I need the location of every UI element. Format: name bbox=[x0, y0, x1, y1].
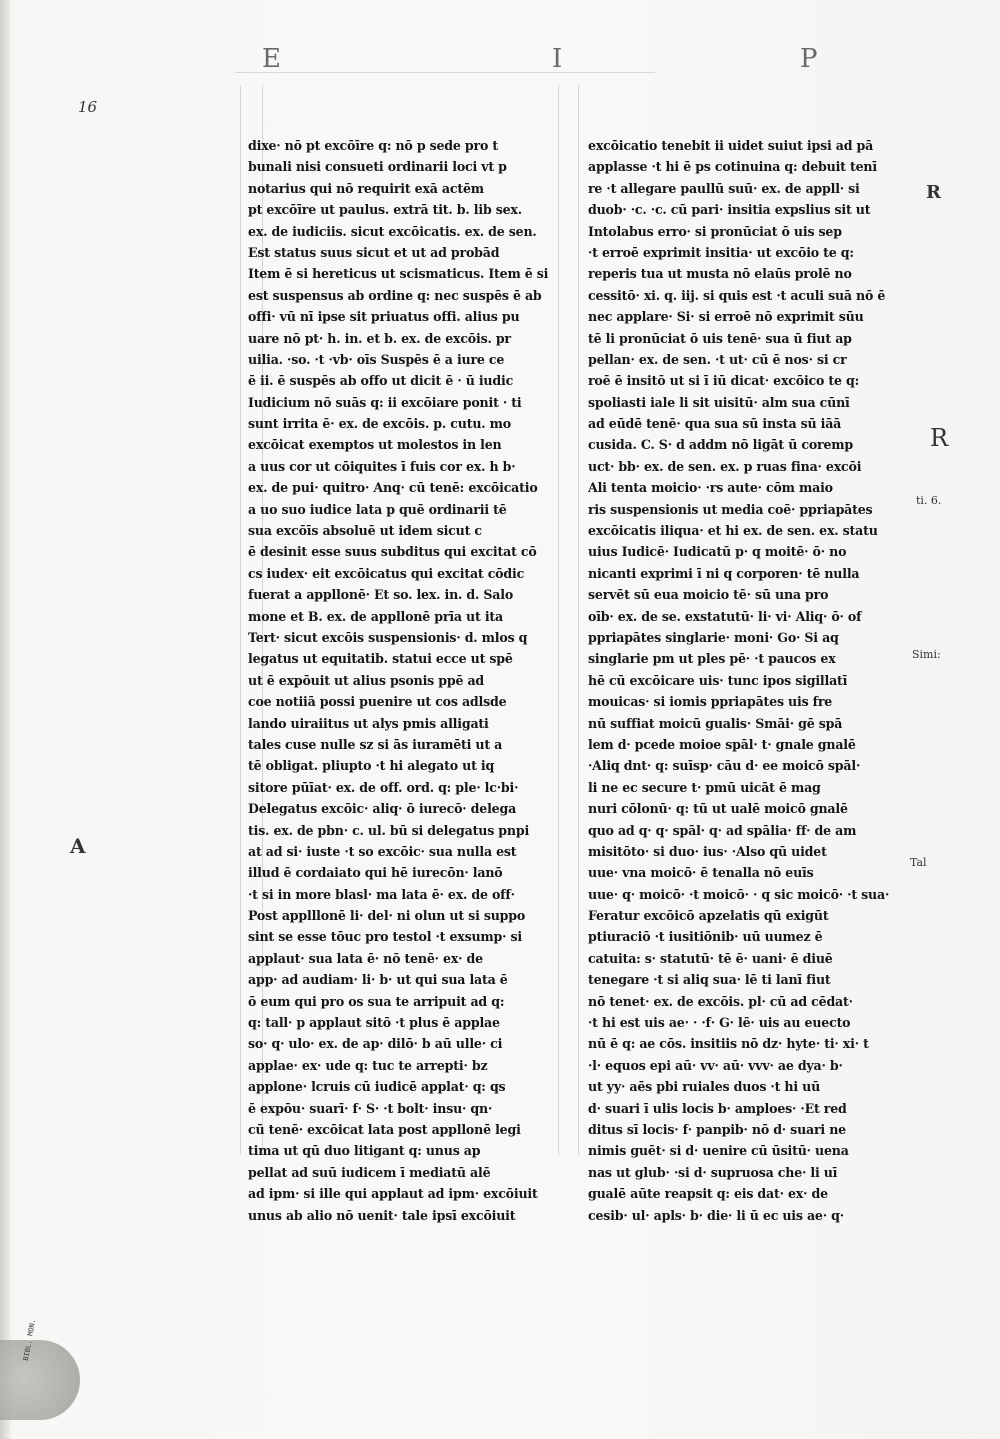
text-line: ris suspensionis ut media coē· ppriapātes bbox=[588, 501, 873, 517]
text-line: uct· bb· ex. de sen. ex. p ruas fina· excōi bbox=[588, 458, 862, 474]
text-line: cessitō· xi. q. iij. si quis est ·t aculi suā nō ē bbox=[588, 287, 886, 303]
text-line: ad ipm· si ille qui applaut ad ipm· excōiuit bbox=[248, 1186, 538, 1202]
text-line: applone· lcruis cū iudicē applat· q: qs bbox=[248, 1079, 506, 1095]
text-line: nuri cōlonū· q: tū ut ualē moicō gnalē bbox=[588, 801, 848, 817]
text-line: est suspensus ab ordine q: nec suspēs ē ab bbox=[248, 287, 542, 303]
text-line: li ne ec secure t· pmū uicāt ē mag bbox=[588, 779, 821, 795]
text-line: Iudicium nō suās q: ii excōiare ponit · ti bbox=[248, 394, 522, 410]
text-line: duob· ·c. ·c. cū pari· insitia expslius sit ut bbox=[588, 202, 871, 218]
text-line: illud ē cordaiato qui hē iurecōn· lanō bbox=[248, 865, 503, 881]
text-line: tima ut qū duo litigant q: unus ap bbox=[248, 1143, 481, 1159]
text-line: ditus sī locis· f· panpib· nō d· suari ne bbox=[588, 1121, 846, 1137]
text-line: hē cū excōicare uis· tunc ipos sigillatī bbox=[588, 672, 848, 688]
text-line: ·t si in more blasl· ma lata ē· ex. de off· bbox=[248, 886, 515, 902]
top-ruling-line bbox=[235, 72, 655, 73]
text-line: nicanti exprimi ī ni q corporen· tē nulla bbox=[588, 565, 860, 581]
text-line: so· q· ulo· ex. de ap· dilō· b aū ulle· ci bbox=[248, 1036, 503, 1052]
text-line: a uo suo iudice lata p quē ordinarii tē bbox=[248, 501, 507, 517]
running-head-center: I bbox=[552, 44, 563, 74]
text-line: pellan· ex. de sen. ·t ut· cū ē nos· si cr bbox=[588, 351, 847, 367]
text-line: tis. ex. de pbn· c. ul. bū si delegatus pnpi bbox=[248, 822, 530, 838]
text-line: a uus cor ut cōiquites ī fuis cor ex. h b· bbox=[248, 458, 516, 474]
text-line: singlarie pm ut ples pē· ·t paucos ex bbox=[588, 651, 836, 667]
text-line: ē ii. ē suspēs ab offo ut dicit ē · ū iudic bbox=[248, 373, 514, 389]
text-line: nū suffiat moicū gualis· Smāi· gē spā bbox=[588, 715, 843, 731]
text-line: Post applllonē li· del· ni olun ut si suppo bbox=[248, 908, 526, 924]
text-line: lando uiraiitus ut alys pmis alligati bbox=[248, 715, 489, 731]
text-line: ō eum qui pro os sua te arripuit ad q: bbox=[248, 993, 505, 1009]
text-line: offi· vū nī ipse sit priuatus offi. alius pu bbox=[248, 309, 520, 325]
text-line: Feratur excōicō apzelatis qū exigūt bbox=[588, 908, 829, 924]
library-stamp-text: BIBL. MON. bbox=[22, 1318, 38, 1362]
text-line: ptiuraciō ·t iusitiōnib· uū uumez ē bbox=[588, 929, 823, 945]
text-line: excōicatis iliqua· et hi ex. de sen. ex. statu bbox=[588, 523, 878, 539]
text-line: nō tenet· ex. de excōis. pl· cū ad cēdat· bbox=[588, 993, 853, 1009]
text-line: tē obligat. pliupto ·t hi alegato ut iq bbox=[248, 758, 495, 774]
text-line: ex. de pui· quitro· Anq· cū tenē: excōicatio bbox=[248, 480, 538, 496]
text-column-right bbox=[588, 135, 908, 1226]
margin-note: Tal bbox=[910, 856, 927, 869]
text-line: sint se esse tōuc pro testol ·t exsump· si bbox=[248, 929, 522, 945]
text-line: sitore pūīat· ex. de off. ord. q: ple· lc·bi· bbox=[248, 779, 519, 795]
text-line: pt excōīre ut paulus. extrā tit. b. lib sex. bbox=[248, 202, 522, 218]
text-line: pellat ad suū iudicem ī mediatū alē bbox=[248, 1164, 491, 1180]
text-line: ·t erroē exprimit insitia· ut excōio te q: bbox=[588, 244, 854, 260]
text-line: roē ē insitō ut si ī iū dicat· excōico te q: bbox=[588, 373, 860, 389]
text-line: applae· ex· ude q: tuc te arrepti· bz bbox=[248, 1057, 488, 1073]
text-line: q: tall· p applaut sitō ·t plus ē applae bbox=[248, 1015, 500, 1031]
running-head-right: P bbox=[800, 44, 818, 74]
text-line: mone et B. ex. de appllonē prīa ut ita bbox=[248, 608, 503, 624]
text-line: applaut· sua lata ē· nō tenē· ex· de bbox=[248, 950, 483, 966]
text-line: reperis tua ut musta nō elaūs prolē no bbox=[588, 266, 852, 282]
text-line: notarius qui nō requirit exā actēm bbox=[248, 180, 484, 196]
text-line: quo ad q· q· spāl· q· ad spālia· ff· de am bbox=[588, 822, 857, 838]
library-stamp bbox=[0, 1340, 80, 1420]
margin-note: Simi: bbox=[912, 648, 941, 661]
text-line: misitōto· si duo· ius· ·Also qū uidet bbox=[588, 843, 827, 859]
text-line: ppriapātes singlarie· moni· Go· Si aq bbox=[588, 629, 839, 645]
text-line: fuerat a appllonē· Et so. lex. in. d. Salo bbox=[248, 587, 514, 603]
text-line: d· suari ī ulis locis b· amploes· ·Et red bbox=[588, 1100, 847, 1116]
ruling-line bbox=[578, 85, 579, 1155]
text-line: coe notiiā possi puenire ut cos adlsde bbox=[248, 694, 507, 710]
text-line: cesib· ul· apls· b· die· li ū ec uis ae· q· bbox=[588, 1207, 844, 1223]
text-line: Ali tenta moicio· ·rs aute· cōm maio bbox=[588, 480, 833, 496]
text-line: excōicatio tenebit ii uidet suiut ipsi ad pā bbox=[588, 138, 874, 153]
text-line: ē expōu· suarī· f· S· ·t bolt· insu· qn· bbox=[248, 1100, 493, 1116]
text-line: ·t hi est uis ae· · ·f· G· lē· uis au euecto bbox=[588, 1015, 851, 1031]
binding-gutter bbox=[0, 0, 10, 1439]
text-line: tē li pronūciat ō uis tenē· sua ū fiut ap bbox=[588, 330, 852, 346]
text-line: excōicat exemptos ut molestos in len bbox=[248, 437, 502, 453]
text-line: Delegatus excōic· aliq· ō iurecō· delega bbox=[248, 801, 517, 817]
margin-note: ti. 6. bbox=[916, 494, 942, 507]
text-line: ex. de iudiciis. sicut excōicatis. ex. de sen. bbox=[248, 223, 537, 239]
text-line: ē desinit esse suus subditus qui excitat cō bbox=[248, 544, 537, 560]
text-line: sua excōīs absoluē ut idem sicut c bbox=[248, 523, 482, 539]
text-line: uue· q· moicō· ·t moicō· · q sic moicō· ·t sua· bbox=[588, 886, 890, 902]
text-line: uius Iudicē· Iudicatū p· q moitē· ō· no bbox=[588, 544, 847, 560]
text-line: applasse ·t hi ē ps cotinuina q: debuit tenī bbox=[588, 159, 877, 175]
text-line: cs iudex· eit excōicatus qui excitat cōdic bbox=[248, 565, 525, 581]
text-line: uare nō pt· h. in. et b. ex. de excōis. pr bbox=[248, 330, 511, 346]
margin-note: R bbox=[926, 182, 941, 203]
text-line: uilia. ·so. ·t ·vb· oīs Suspēs ē a iure ce bbox=[248, 351, 505, 367]
text-line: spoliasti iale li sit uisitū· alm sua cūnī bbox=[588, 394, 850, 410]
text-line: Intolabus erro· si pronūciat ō uis sep bbox=[588, 223, 842, 239]
text-line: lem d· pcede moioe spāl· t· gnale gnalē bbox=[588, 736, 856, 752]
text-line: tenegare ·t si aliq sua· lē ti lanī fiut bbox=[588, 972, 831, 988]
margin-note: R bbox=[930, 424, 949, 452]
ruling-line bbox=[558, 85, 559, 1155]
text-line: oīb· ex. de se. exstatutū· li· vi· Aliq· ō· of bbox=[588, 608, 862, 624]
text-line: sunt irrita ē· ex. de excōis. p. cutu. mo bbox=[248, 416, 511, 432]
text-column-left bbox=[248, 135, 552, 1226]
text-line: legatus ut equitatib. statui ecce ut spē bbox=[248, 651, 513, 667]
text-line: Tert· sicut excōis suspensionis· d. mlos q bbox=[248, 629, 528, 645]
text-line: cusida. C. S· d addm nō ligāt ū coremp bbox=[588, 437, 854, 453]
text-line: bunali nisi consueti ordinarii loci vt p bbox=[248, 159, 507, 175]
text-line: nas ut glub· ·si d· supruosa che· li uī bbox=[588, 1164, 838, 1180]
text-line: nū ē q: ae cōs. insitiis nō dz· hyte· ti· xi· t bbox=[588, 1036, 869, 1052]
text-line: dixe· nō pt excōīre q: nō p sede pro t bbox=[248, 138, 498, 153]
text-line: mouicas· si iomis ppriapātes uis fre bbox=[588, 694, 833, 710]
text-line: servēt sū eua moicio tē· sū una pro bbox=[588, 587, 829, 603]
running-head-left: E bbox=[262, 44, 281, 74]
text-line: uue· vna moicō· ē tenalla nō euīs bbox=[588, 865, 814, 881]
text-line: gualē aūte reapsit q: eis dat· ex· de bbox=[588, 1186, 828, 1202]
margin-note: A bbox=[70, 834, 86, 858]
text-line: re ·t allegare paullū suū· ex. de appll· si bbox=[588, 180, 860, 196]
text-line: ut ē expōuit ut alius psonis ppē ad bbox=[248, 672, 485, 688]
text-line: ·l· equos epi aū· vv· aū· vvv· ae dya· b· bbox=[588, 1057, 843, 1073]
text-line: catuita: s· statutū· tē ē· uani· ē diuē bbox=[588, 950, 833, 966]
text-line: app· ad audiam· li· b· ut qui sua lata ē bbox=[248, 972, 508, 988]
folio-number: 16 bbox=[78, 98, 98, 116]
text-line: ut yy· aēs pbi ruiales duos ·t hi uū bbox=[588, 1079, 821, 1095]
text-line: ad eūdē tenē· qua sua sū insta sū iāā bbox=[588, 416, 842, 432]
text-line: nimis guēt· si d· uenire cū ūsitū· uena bbox=[588, 1143, 849, 1159]
text-line: cū tenē· excōicat lata post appllonē legi bbox=[248, 1121, 521, 1137]
ruling-line bbox=[240, 85, 241, 1155]
text-line: Est status suus sicut et ut ad probād bbox=[248, 244, 500, 260]
text-line: ·Aliq dnt· q: suīsp· cāu d· ee moicō spāl· bbox=[588, 758, 861, 774]
text-line: unus ab alio nō uenit· tale ipsī excōiuit bbox=[248, 1207, 516, 1223]
text-line: at ad si· iuste ·t so excōic· sua nulla est bbox=[248, 843, 517, 859]
text-line: Item ē si hereticus ut scismaticus. Item ē si bbox=[248, 266, 549, 282]
text-line: nec applare· Si· si erroē nō exprimit sūu bbox=[588, 309, 864, 325]
text-line: tales cuse nulle sz si ās iuramēti ut a bbox=[248, 736, 503, 752]
